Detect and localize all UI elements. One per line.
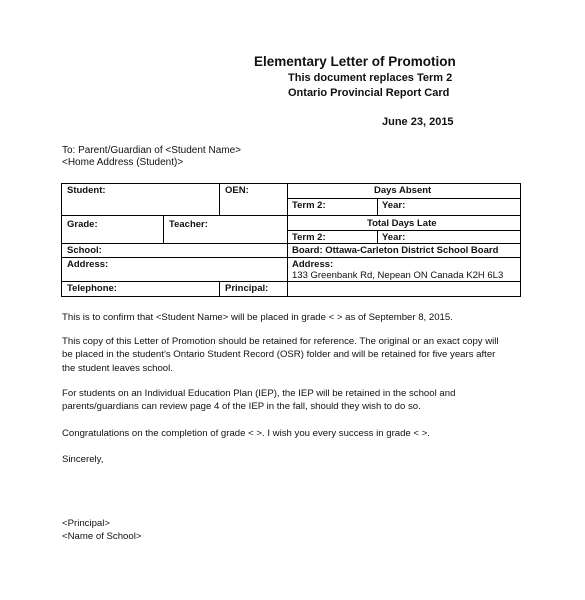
school-address-value: 133 Greenbank Rd, Nepean ON Canada K2H 6L3 <box>292 270 504 281</box>
table-divider-h <box>61 257 521 258</box>
table-divider-v <box>377 198 378 215</box>
table-border-bottom <box>61 296 521 297</box>
paragraph-line: For students on an Individual Education Plan (IEP), the IEP will be retained in the school and <box>62 388 456 399</box>
table-divider-v <box>377 230 378 244</box>
table-divider-v <box>287 183 288 297</box>
days-absent-label: Days Absent <box>374 185 432 196</box>
term2-late-label: Term 2: <box>292 232 326 243</box>
closing-text: Sincerely, <box>62 454 104 465</box>
paragraph-line: parents/guardians can review page 4 of the IEP in the fall, should they wish to do so. <box>62 401 421 413</box>
iep-paragraph <box>62 387 532 414</box>
paragraph-line: the student leaves school. <box>62 362 173 374</box>
year-late-label: Year: <box>382 232 406 243</box>
confirmation-paragraph <box>62 311 532 324</box>
table-border-left <box>61 183 62 297</box>
paragraph-line: This copy of this Letter of Promotion should be retained for reference. The original or an exact copy will <box>62 336 499 347</box>
term2-absent-label: Term 2: <box>292 200 326 211</box>
closing <box>62 453 532 466</box>
signature-block <box>62 517 532 544</box>
document-title: Elementary Letter of Promotion <box>254 54 456 69</box>
table-divider-h <box>61 281 521 282</box>
signature-school: <Name of School> <box>62 531 142 543</box>
school-label: School: <box>67 245 102 256</box>
student-label: Student: <box>67 185 106 196</box>
paragraph-line: Congratulations on the completion of grade < >. I wish you every success in grade < >. <box>62 428 430 439</box>
recipient-line1: To: Parent/Guardian of <Student Name> <box>62 145 241 156</box>
retention-paragraph <box>62 335 532 375</box>
table-divider-v <box>219 183 220 216</box>
board-text: Board: Ottawa-Carleton District School Board <box>292 245 499 256</box>
table-divider-v <box>163 215 164 244</box>
table-divider-h <box>61 215 521 216</box>
document-date: June 23, 2015 <box>382 116 454 128</box>
recipient-line2: <Home Address (Student)> <box>62 157 184 168</box>
year-absent-label: Year: <box>382 200 406 211</box>
telephone-label: Telephone: <box>67 283 117 294</box>
school-address-label: Address: <box>292 259 334 270</box>
table-divider-v <box>219 281 220 297</box>
address-label: Address: <box>67 259 109 270</box>
document-subtitle-line2: Ontario Provincial Report Card <box>288 87 450 99</box>
table-border-top <box>61 183 521 184</box>
oen-label: OEN: <box>225 185 249 196</box>
teacher-label: Teacher: <box>169 219 208 230</box>
paragraph-line: This is to confirm that <Student Name> will be placed in grade < > as of September 8, 2015. <box>62 312 453 323</box>
grade-label: Grade: <box>67 219 98 230</box>
paragraph-line: be placed in the student’s Ontario Student Record (OSR) folder and will be retained for five years after <box>62 349 496 361</box>
table-border-right <box>520 183 521 297</box>
total-days-late-label: Total Days Late <box>367 218 437 229</box>
signature-principal: <Principal> <box>62 518 110 529</box>
document-subtitle-line1: This document replaces Term 2 <box>288 72 453 84</box>
principal-label: Principal: <box>225 283 269 294</box>
congratulations-paragraph <box>62 427 532 440</box>
